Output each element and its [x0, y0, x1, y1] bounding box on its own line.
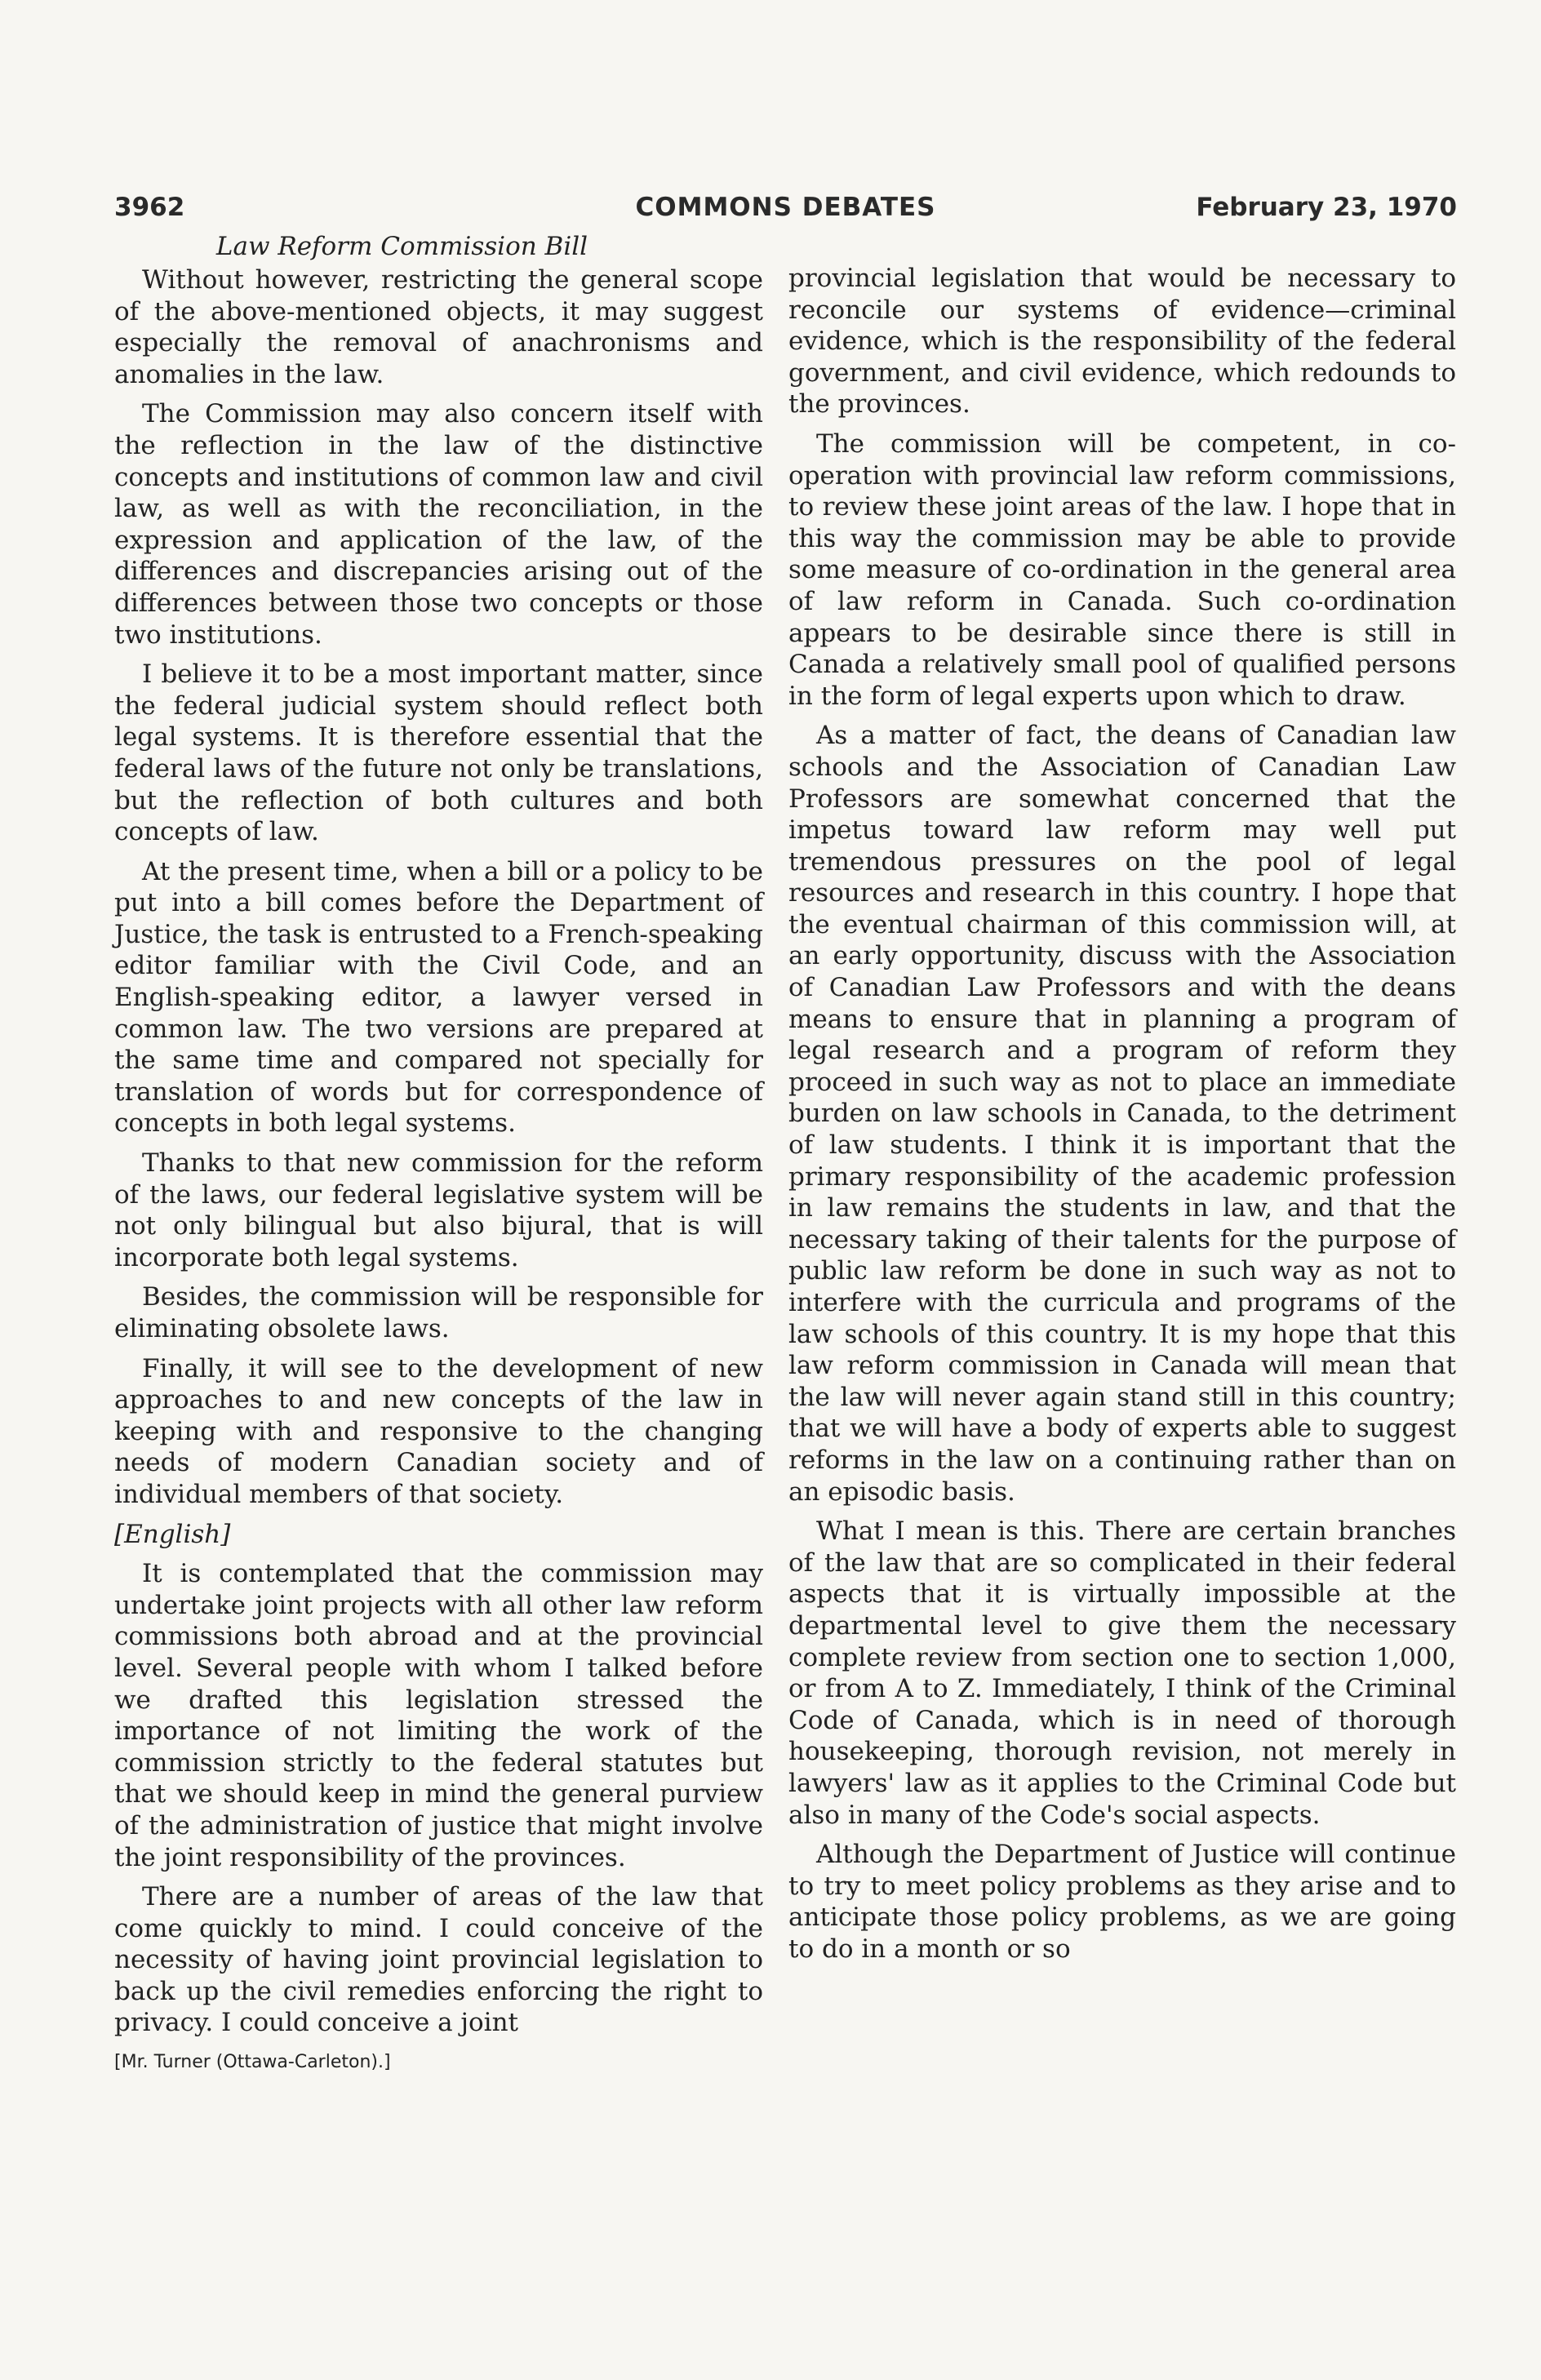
right-column: [788, 263, 1456, 1973]
paragraph: Thanks to that new commission for the reform of the laws, our federal legislative system will be not only bilingual but also bijural, that is will incorporate both legal systems.: [114, 1148, 763, 1272]
language-marker: [English]: [114, 1519, 231, 1549]
running-head: Law Reform Commission Bill: [215, 232, 588, 261]
paragraph: There are a number of areas of the law that come quickly to mind. I could conceive of the necessity of having joint provincial legislation to back up the civil remedies enforcing the right to privacy. I could conceive a joint: [114, 1882, 763, 2038]
paragraph: The Commission may also concern itself with the reflection in the law of the distinctive concepts and institutions of common law and civil law, as well as with the reconciliation, in the expression and application of the law, of the differences and discrepancies arising out of the differences between those two concepts or those two institutions.: [114, 399, 763, 650]
paragraph: Besides, the commission will be responsible for eliminating obsolete laws.: [114, 1282, 763, 1343]
paragraph: As a matter of fact, the deans of Canadian law schools and the Association of Canadian Law Professors are somewhat concerned that the impetus toward law reform may well put tremendous pressures on the pool of legal resources and research in this country. I hope that the eventual chairman of this commission will, at an early opportunity, discuss with the Association of Canadian Law Professors and with the deans means to ensure that in planning a program of legal research and a program of reform they proceed in such way as not to place an immediate burden on law schools in Canada, to the detriment of law students. I think it is important that the primary responsibility of the academic profession in law remains the students in law, and that the necessary taking of their talents for the purpose of public law reform be done in such way as not to interfere with the curricula and programs of the law schools of this country. It is my hope that this law reform commission in Canada will mean that the law will never again stand still in this country; that we will have a body of experts able to suggest reforms in the law on a continuing rather than on an episodic basis.: [788, 721, 1456, 1507]
paragraph: Without however, restricting the general scope of the above-mentioned objects, it may suggest especially the removal of anachronisms and anomalies in the law.: [114, 265, 763, 389]
paragraph: Although the Department of Justice will continue to try to meet policy problems as they arise and to anticipate those policy problems, as we are going to do in a month or so: [788, 1840, 1456, 1964]
page-date: February 23, 1970: [1196, 193, 1457, 222]
speaker-attribution: [Mr. Turner (Ottawa-Carleton).]: [114, 2052, 391, 2073]
paragraph: I believe it to be a most important matter, since the federal judicial system should reflect both legal systems. It is therefore essential that the federal laws of the future not only be translations, but the reflection of both cultures and both concepts of law.: [114, 659, 763, 847]
continued-paragraph: provincial legislation that would be necessary to reconcile our systems of evidence—criminal evidence, which is the responsibility of the federal government, and civil evidence, which redounds to the provinces.: [788, 264, 1456, 420]
paragraph: The commission will be competent, in co-operation with provincial law reform commissions, to review these joint areas of the law. I hope that in this way the commission may be able to provide some measure of co-ordination in the general area of law reform in Canada. Such co-ordination appears to be desirable since there is still in Canada a relatively small pool of qualified persons in the form of legal experts upon which to draw.: [788, 428, 1456, 711]
paragraph: At the present time, when a bill or a policy to be put into a bill comes before the Department of Justice, the task is entrusted to a French-speaking editor familiar with the Civil Code, and an English-speaking editor, a lawyer versed in common law. The two versions are prepared at the same time and compared not specially for translation of words but for correspondence of concepts in both legal systems.: [114, 856, 763, 1139]
page-number: 3962: [114, 193, 185, 222]
paragraph: What I mean is this. There are certain branches of the law that are so complicated in their federal aspects that it is virtually impossible at the departmental level to give them the necessary complete review from section one to section 1,000, or from A to Z. Immediately, I think of the Criminal Code of Canada, which is in need of thorough housekeeping, thorough revision, not merely in lawyers' law as it applies to the Criminal Code but also in many of the Code's social aspects.: [788, 1516, 1456, 1830]
paragraph: Finally, it will see to the development of new approaches to and new concepts of the law in keeping with and responsive to the changing needs of modern Canadian society and of individual members of that society.: [114, 1353, 763, 1509]
paragraph: It is contemplated that the commission may undertake joint projects with all other law reform commissions both abroad and at the provincial level. Several people with whom I talked before we drafted this legislation stressed the importance of not limiting the work of the commission strictly to the federal statutes but that we should keep in mind the general purview of the administration of justice that might involve the joint responsibility of the provinces.: [114, 1559, 763, 1872]
page-header: [114, 193, 1457, 230]
publication-title: COMMONS DEBATES: [635, 193, 936, 222]
left-column: [114, 230, 763, 2087]
